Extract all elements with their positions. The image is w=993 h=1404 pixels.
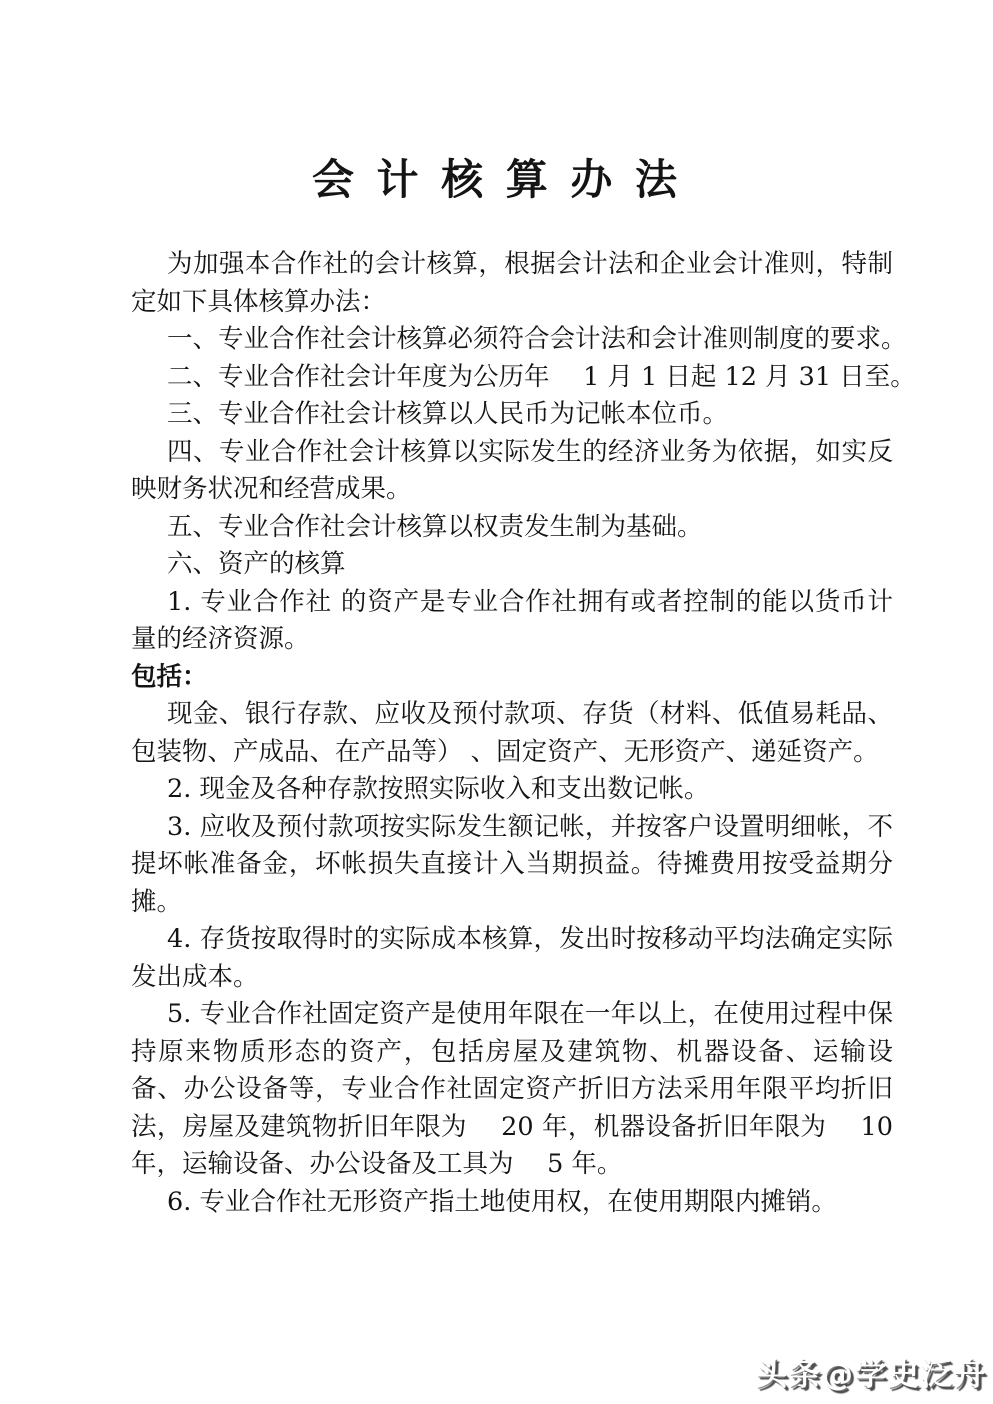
page-title: 会 计 核 算 办 法: [311, 155, 682, 204]
paragraph-include-label: 包括：: [131, 661, 208, 692]
paragraph-inventory-rule: 4. 存货按取得时的实际成本核算，发出时按移动平均法确定实际发出成本。: [131, 924, 893, 992]
document-body: [131, 246, 916, 1221]
paragraph-cash-rule: 2. 现金及各种存款按照实际收入和支出数记帐。: [167, 774, 710, 804]
paragraph-fixed-assets-rule: 5. 专业合作社固定资产是使用年限在一年以上，在使用过程中保持原来物质形态的资产，包括房屋及建筑物、机器设备、运输设备、办公设备等，专业合作社固定资产折旧方法采用年限平均折旧法，房屋及建筑物折旧年限为 20 年，机器设备折旧年限为 10 年，运输设备、办公设备及工具为 5 年。: [131, 999, 893, 1179]
paragraph-intangible-assets-rule: 6. 专业合作社无形资产指土地使用权，在使用期限内摊销。: [167, 1186, 837, 1217]
paragraph-item-3: 三、专业合作社会计核算以人民币为记帐本位币。: [167, 399, 729, 429]
watermark-toutiao: 头条@学史泛舟: [756, 1357, 987, 1393]
paragraph-item-2: 二、专业合作社会计年度为公历年 1 月 1 日起 12 月 31 日至。: [167, 361, 916, 392]
paragraph-receivables-rule: 3. 应收及预付款项按实际发生额记帐，并按客户设置明细帐，不提坏帐准备金，坏帐损失直接计入当期损益。待摊费用按受益期分摊。: [131, 811, 893, 917]
paragraph-item-5: 五、专业合作社会计核算以权责发生制为基础。: [167, 511, 703, 542]
paragraph-item-1: 一、专业合作社会计核算必须符合会计法和会计准则制度的要求。: [167, 324, 907, 354]
paragraph-asset-definition: 1. 专业合作社 的资产是专业合作社拥有或者控制的能以货币计量的经济资源。: [131, 586, 893, 654]
paragraph-include-list: 现金、银行存款、应收及预付款项、存货（材料、低值易耗品、包装物、产成品、在产品等） 、固定资产、无形资产、递延资产。: [131, 699, 893, 767]
paragraph-intro: 为加强本合作社的会计核算，根据会计法和企业会计准则，特制定如下具体核算办法：: [131, 249, 893, 317]
paragraph-item-4: 四、专业合作社会计核算以实际发生的经济业务为依据，如实反映财务状况和经营成果。: [131, 436, 893, 504]
paragraph-item-6: 六、资产的核算: [167, 549, 346, 579]
